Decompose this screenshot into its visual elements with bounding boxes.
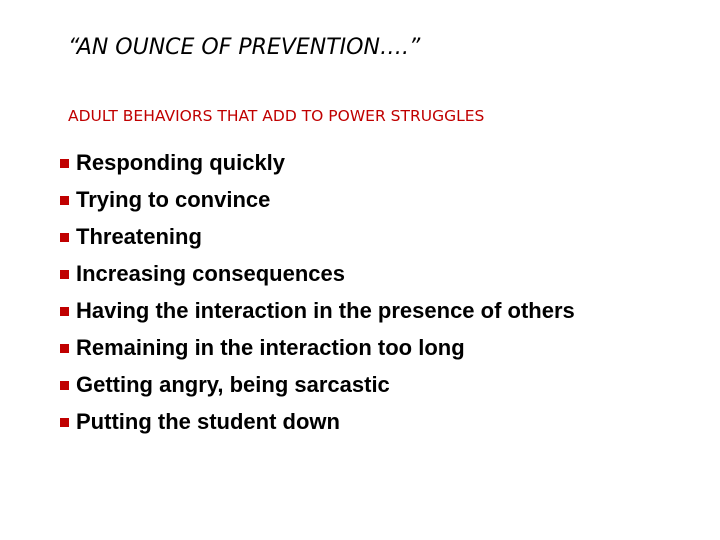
- bullet-text: Increasing consequences: [76, 261, 345, 286]
- list-item: [58, 225, 618, 248]
- bullet-list: [58, 151, 618, 447]
- list-item: [58, 188, 618, 211]
- bullet-text: Threatening: [76, 224, 202, 249]
- square-bullet-icon: [60, 307, 69, 316]
- bullet-text: Responding quickly: [76, 150, 286, 175]
- square-bullet-icon: [60, 381, 69, 390]
- list-item: [58, 299, 618, 322]
- list-item: [58, 373, 618, 396]
- bullet-text: Having the interaction in the presence of others: [76, 298, 575, 323]
- square-bullet-icon: [60, 196, 69, 205]
- bullet-text: Getting angry, being sarcastic: [76, 372, 390, 397]
- square-bullet-icon: [60, 233, 69, 242]
- slide-subtitle: ADULT BEHAVIORS THAT ADD TO POWER STRUGGLES: [68, 107, 485, 125]
- bullet-text: Remaining in the interaction too long: [76, 335, 465, 360]
- square-bullet-icon: [60, 270, 69, 279]
- square-bullet-icon: [60, 344, 69, 353]
- list-item: [58, 336, 618, 359]
- square-bullet-icon: [60, 159, 69, 168]
- bullet-text: Putting the student down: [76, 409, 340, 434]
- bullet-text: Trying to convince: [76, 187, 271, 212]
- list-item: [58, 151, 618, 174]
- square-bullet-icon: [60, 418, 69, 427]
- list-item: [58, 262, 618, 285]
- list-item: [58, 410, 618, 433]
- slide-title: “AN OUNCE OF PREVENTION….”: [68, 35, 421, 60]
